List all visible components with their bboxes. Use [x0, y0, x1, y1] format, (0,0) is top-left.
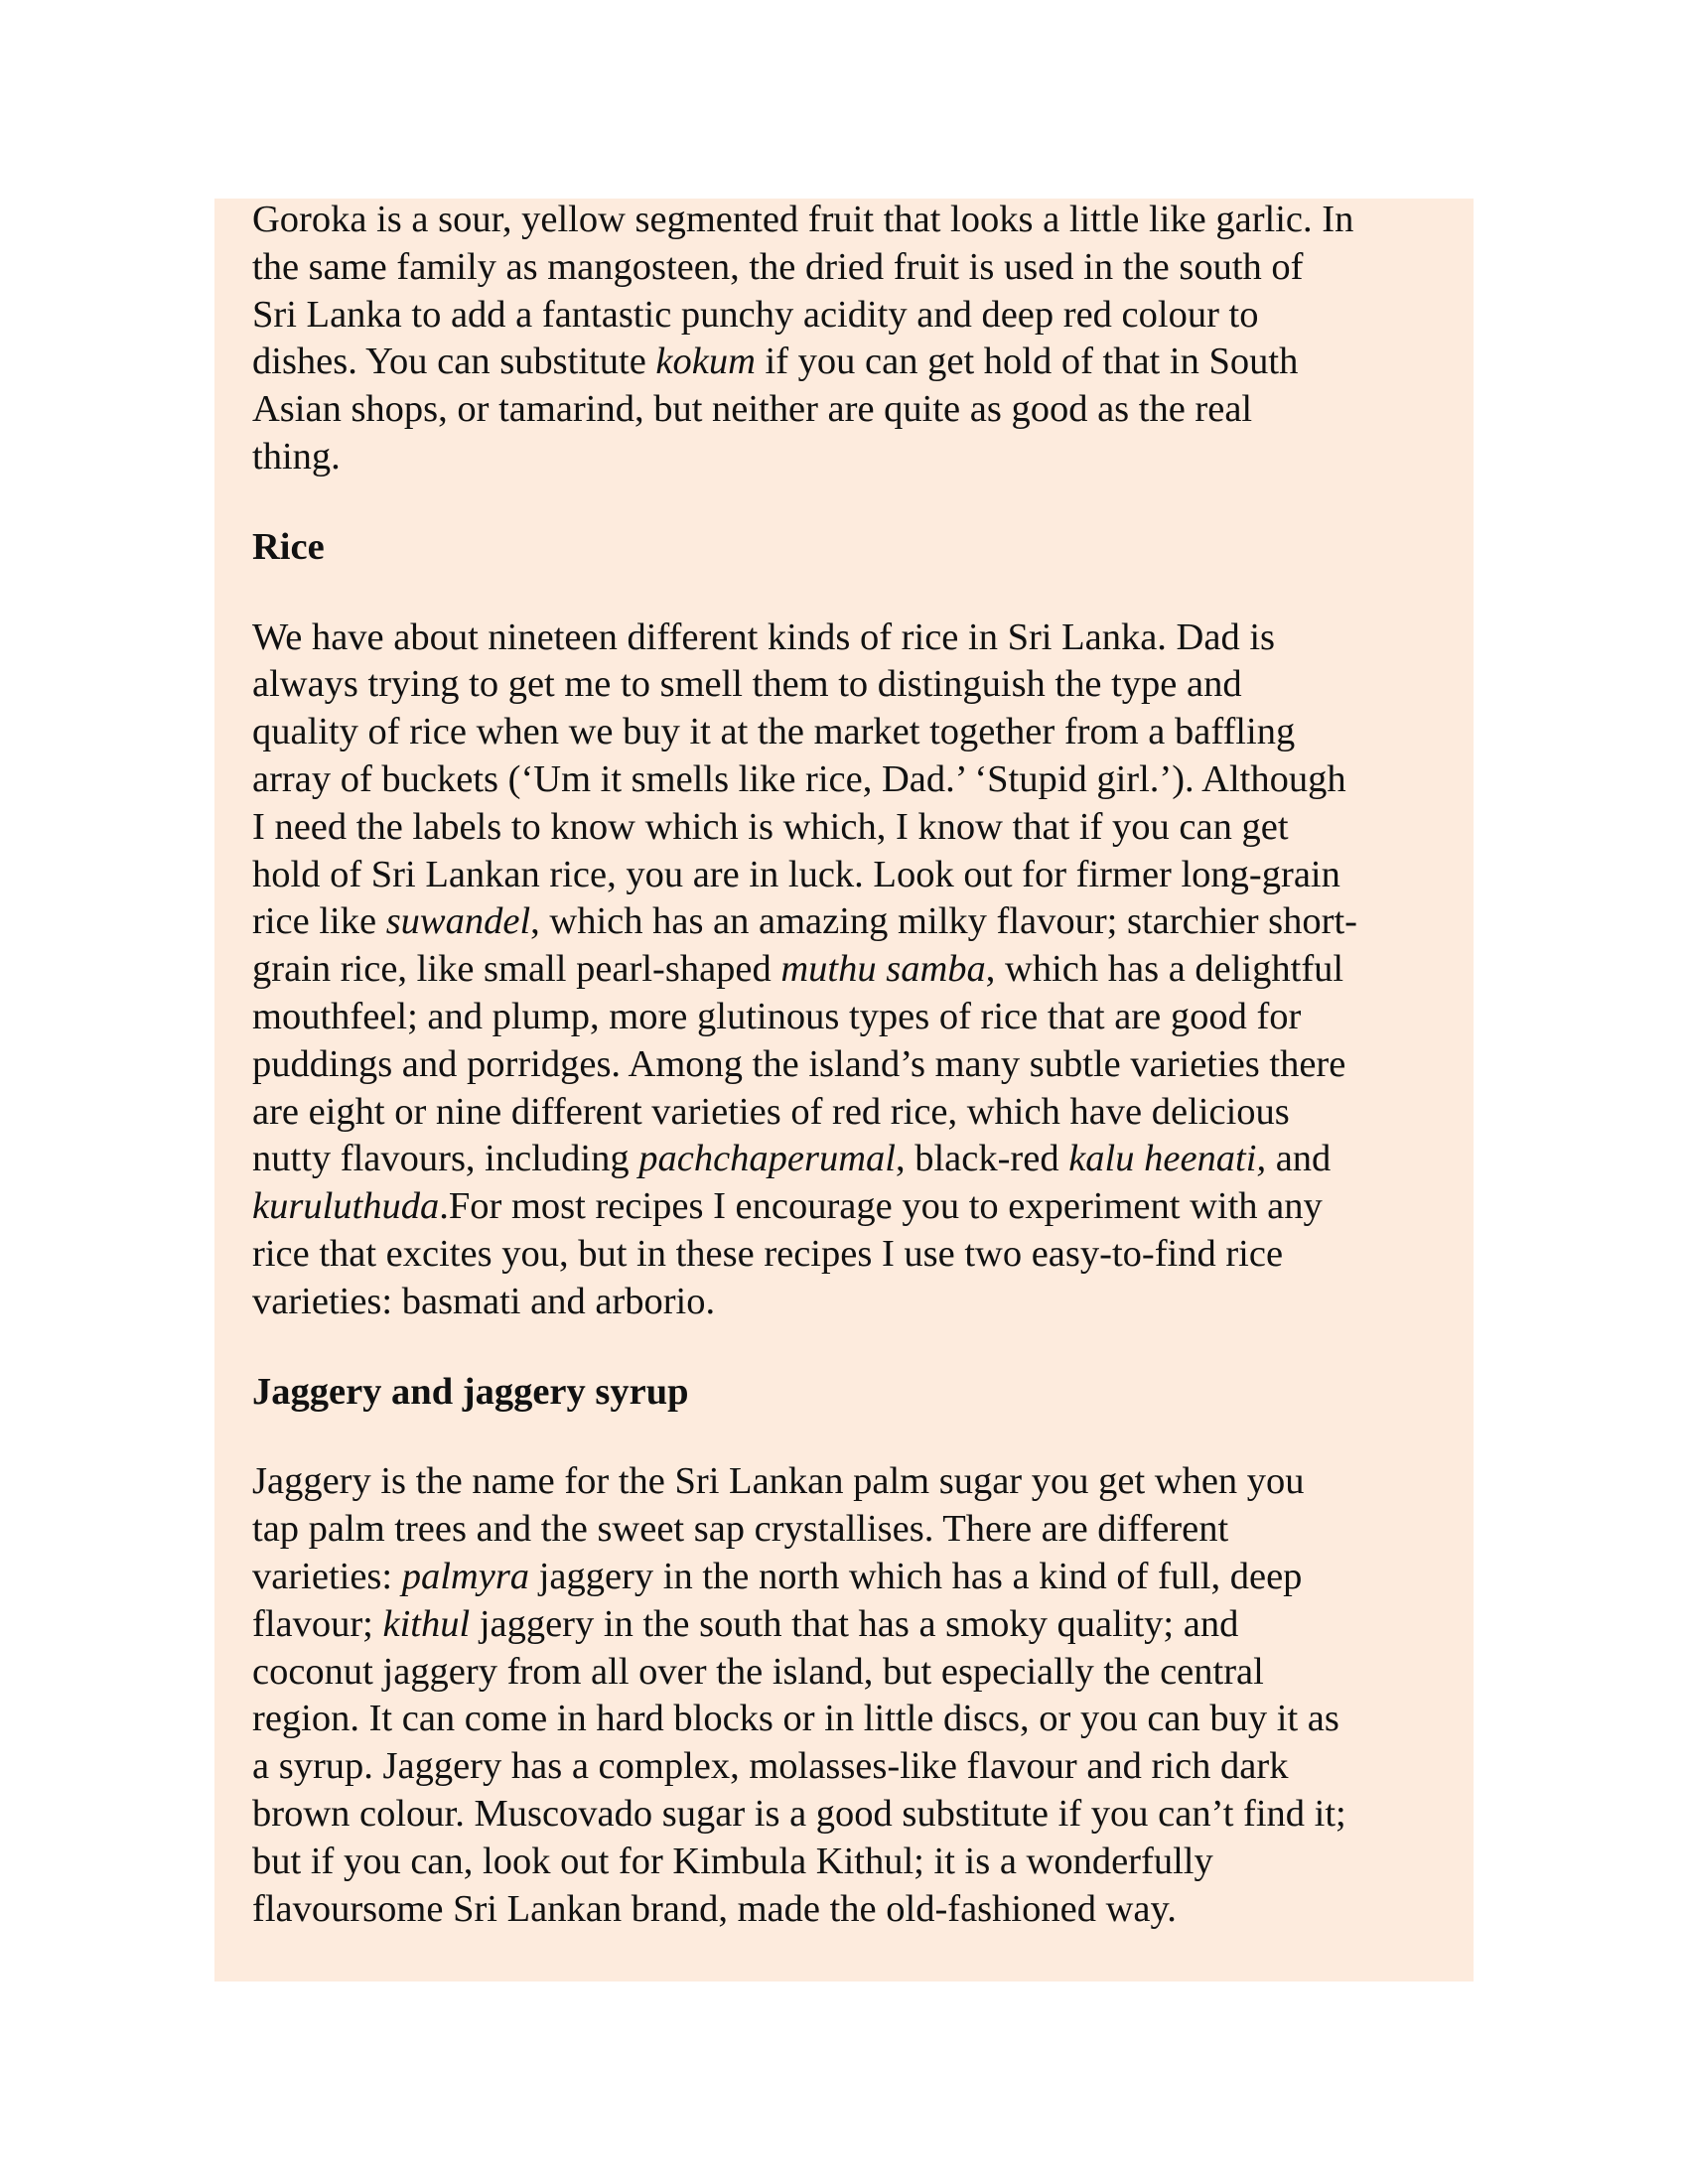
- emphasis-suwandel: suwandel: [385, 900, 531, 943]
- emphasis-kuruluthuda: kuruluthuda: [252, 1185, 440, 1228]
- rice-heading: Rice: [252, 525, 325, 568]
- jaggery-paragraph: Jaggery is the name for the Sri Lankan palm sugar you get when you tap palm trees and the sweet sap crystallises. There are different varieties: palmyra jaggery in the north which has a kind of full, deep flavour; kithul jaggery in the south that has a smoky quality; and coconut jaggery from all over the island, but especially the central region. It can come in hard blocks or in little discs, or you can buy it as a syrup. Jaggery has a complex, molasses-like flavour and rich dark brown colour. Muscovado sugar is a good substitute if you can’t find it; but if you can, look out for Kimbula Kithul; it is a wonderfully flavoursome Sri Lankan brand, made the old-fashioned way.: [252, 1460, 1346, 1930]
- jaggery-heading: Jaggery and jaggery syrup: [252, 1370, 689, 1413]
- emphasis-pachchaperumal: pachchaperumal: [638, 1138, 896, 1180]
- rice-paragraph: We have about nineteen different kinds of rice in Sri Lanka. Dad is always trying to get me to smell them to distinguish the type and quality of rice when we buy it at the market together from a baffling array of buckets (‘Um it smells like rice, Dad.’ ‘Stupid girl.’). Although I need the labels to know which is which, I know that if you can get hold of Sri Lankan rice, you are in luck. Look out for firmer long-grain rice like suwandel, which has an amazing milky flavour; starchier short- grain rice, like small pearl-shaped muthu samba, which has a delightful mouthfeel; and plump, more glutinous types of rice that are good for puddings and porridges. Among the island’s many subtle varieties there are eight or nine different varieties of red rice, which have delicious nutty flavours, including pachchaperumal, black-red kalu heenati, and kuruluthuda.For most recipes I encourage you to experiment with any rice that excites you, but in these recipes I use two easy-to-find rice varieties: basmati and arborio.: [252, 615, 1357, 1322]
- emphasis-muthu-samba: muthu samba: [780, 948, 986, 991]
- emphasis-kokum: kokum: [655, 341, 756, 383]
- emphasis-kithul: kithul: [382, 1602, 471, 1645]
- page-content: [252, 197, 1444, 1933]
- emphasis-kalu-heenati: kalu heenati,: [1068, 1138, 1267, 1180]
- goroka-paragraph: Goroka is a sour, yellow segmented fruit that looks a little like garlic. In the same family as mangosteen, the dried fruit is used in the south of Sri Lanka to add a fantastic punchy acidity and deep red colour to dishes. You can substitute kokum if you can get hold of that in South Asian shops, or tamarind, but neither are quite as good as the real thing.: [252, 199, 1354, 478]
- emphasis-palmyra: palmyra: [401, 1555, 530, 1597]
